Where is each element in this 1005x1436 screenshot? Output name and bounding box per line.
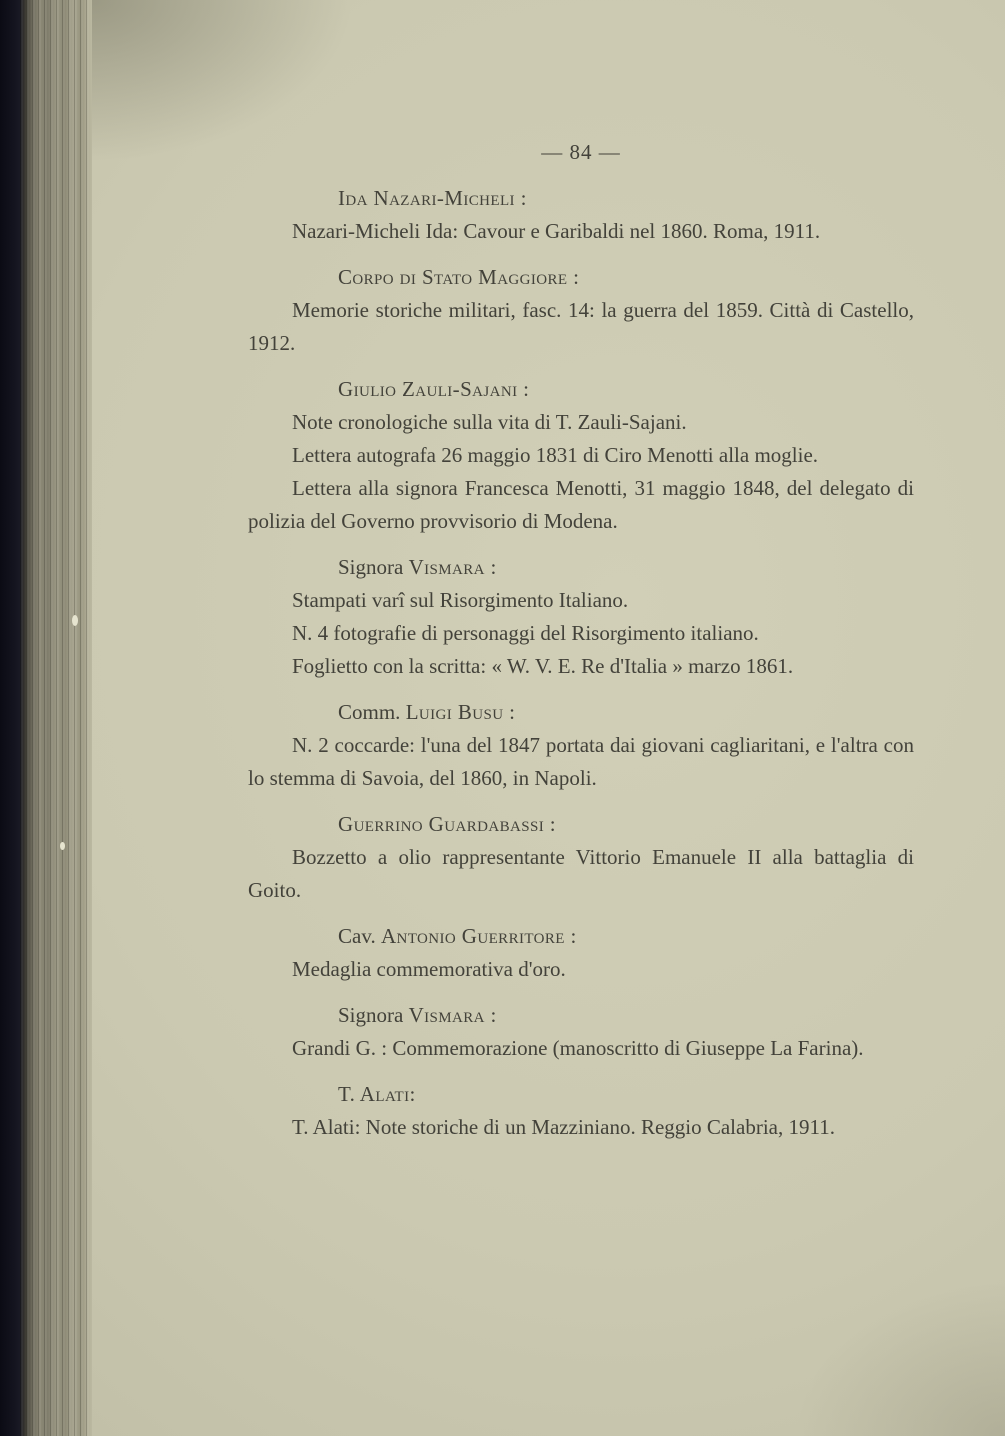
paper-fleck [72, 615, 78, 626]
entry-heading-name: Corpo di Stato Maggiore : [338, 265, 580, 289]
entry-paragraph: Nazari-Micheli Ida: Cavour e Garibaldi nel 1860. Roma, 1911. [292, 219, 821, 243]
page-stack-edges [20, 0, 96, 1436]
entry-paragraph: N. 4 fotografie di personaggi del Risorgimento italiano. [292, 621, 759, 645]
catalog-entry [248, 373, 914, 538]
entry-heading-name: T. Alati: [338, 1082, 416, 1106]
entry-paragraph: Memorie storiche militari, fasc. 14: la guerra del 1859. Città di Castello, 1912. [248, 298, 914, 355]
entry-heading-name: Vismara : [408, 1003, 497, 1027]
entry-heading-name: Vismara : [408, 555, 497, 579]
catalog-entry [248, 920, 914, 986]
entry-heading [338, 999, 914, 1032]
entry-paragraph: T. Alati: Note storiche di un Mazziniano. Reggio Calabria, 1911. [292, 1115, 835, 1139]
entry-paragraph: Foglietto con la scritta: « W. V. E. Re d'Italia » marzo 1861. [292, 654, 794, 678]
entry-paragraph: Stampati varî sul Risorgimento Italiano. [292, 588, 629, 612]
entry-heading-name: Luigi Busu : [405, 700, 516, 724]
entry-paragraph: Lettera alla signora Francesca Menotti, 31 maggio 1848, del delegato di polizia del Governo provvisorio di Modena. [248, 476, 914, 533]
entry-paragraph: Note cronologiche sulla vita di T. Zauli-Sajani. [292, 410, 687, 434]
page-content [248, 136, 914, 1144]
entry-heading-prefix: Comm. [338, 700, 406, 724]
entry-heading-name: Guerrino Guardabassi : [338, 812, 556, 836]
entry-heading [338, 182, 914, 215]
paper-fleck [60, 842, 65, 850]
entry-heading [338, 373, 914, 406]
catalog-entry [248, 182, 914, 248]
entry-paragraph: Grandi G. : Commemorazione (manoscritto di Giuseppe La Farina). [292, 1036, 864, 1060]
entry-heading [338, 696, 914, 729]
catalog-entry [248, 999, 914, 1065]
entry-heading-name: Antonio Guerritore : [380, 924, 577, 948]
catalog-entry [248, 551, 914, 683]
entry-heading-name: Giulio Zauli-Sajani : [338, 377, 530, 401]
entry-heading [338, 920, 914, 953]
catalog-entry [248, 808, 914, 907]
catalog-entry [248, 261, 914, 360]
entry-heading [338, 808, 914, 841]
page-number: — 84 — [541, 140, 621, 164]
catalog-entry [248, 1078, 914, 1144]
entry-heading-prefix: Signora [338, 555, 409, 579]
entry-paragraph: N. 2 coccarde: l'una del 1847 portata dai giovani cagliaritani, e l'altra con lo stemma di Savoia, del 1860, in Napoli. [248, 733, 914, 790]
entry-heading [338, 1078, 914, 1111]
entry-heading-prefix: Signora [338, 1003, 409, 1027]
entry-heading [338, 261, 914, 294]
entry-heading-name: Ida Nazari-Micheli : [338, 186, 527, 210]
book-page [92, 0, 1005, 1436]
entry-paragraph: Bozzetto a olio rappresentante Vittorio Emanuele II alla battaglia di Goito. [248, 845, 914, 902]
entry-paragraph: Lettera autografa 26 maggio 1831 di Ciro Menotti alla moglie. [292, 443, 819, 467]
entry-heading-prefix: Cav. [338, 924, 381, 948]
entry-heading [338, 551, 914, 584]
catalog-entry [248, 696, 914, 795]
entry-paragraph: Medaglia commemorativa d'oro. [292, 957, 566, 981]
